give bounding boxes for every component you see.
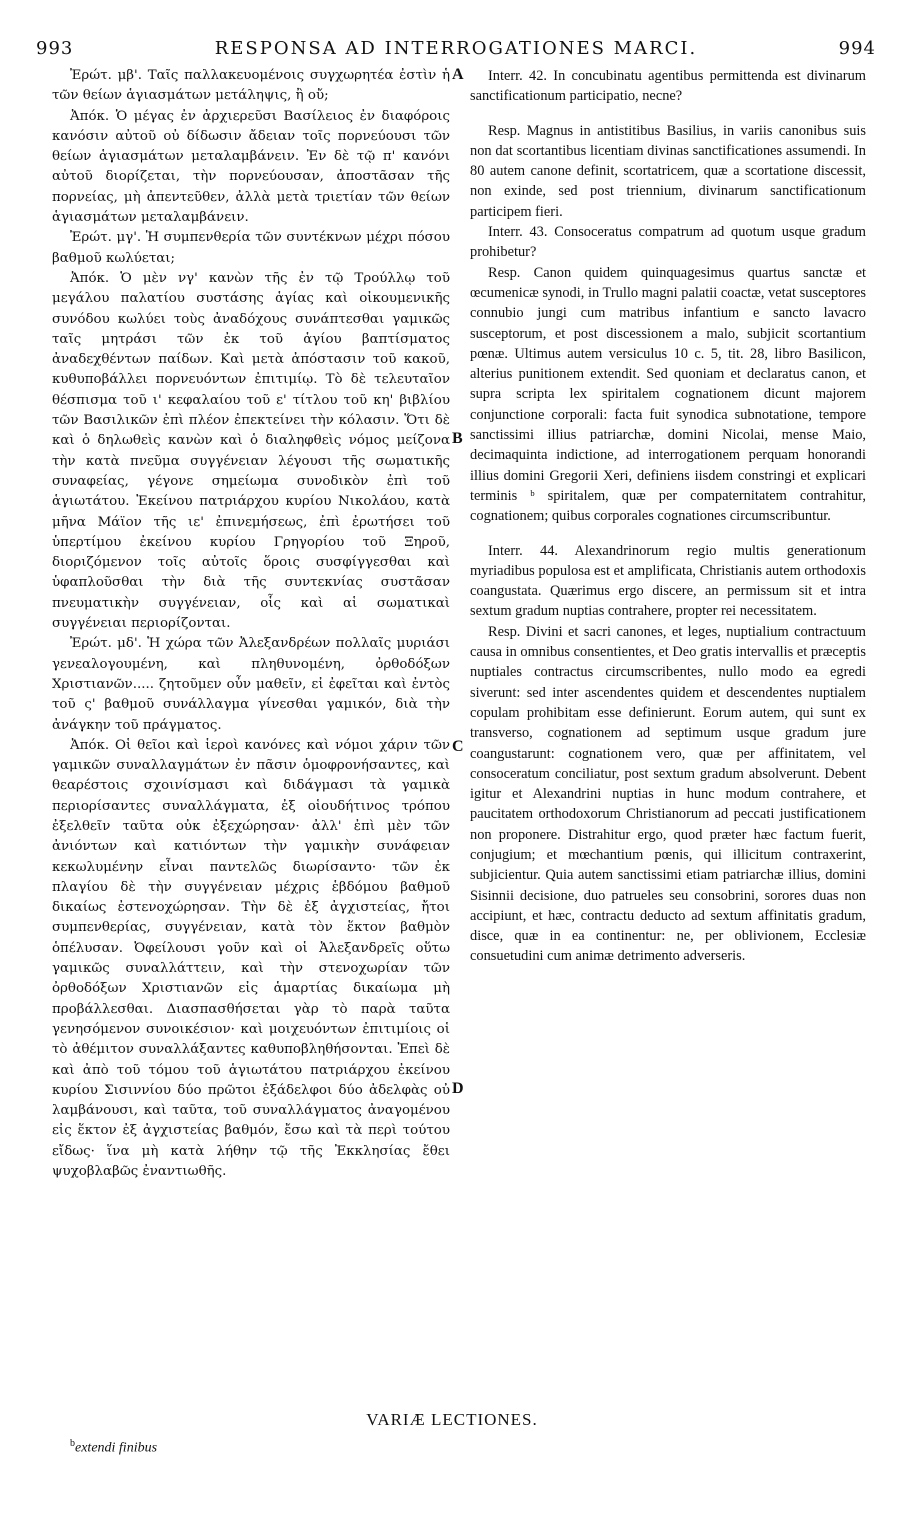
spacer [470,527,866,541]
margin-marker-c: C [452,738,464,755]
margin-marker-b: B [452,430,463,447]
greek-answer-42: Ἀπόκ. Ὁ μέγας ἐν ἀρχιερεῦσι Βασίλειος ἐν διαφόροις κανόσιν αὐτοῦ οὐ δίδωσιν ἄδειαν τοῖς πορνεύουσι τῶν θείων ἁγιασμάτων μεταλαμβάνειν. Ἐν δὲ τῷ π' κανόνι αὐτοῦ διορίζεται, τὴν πορνεύουσαν, ἀποστᾶσαν τῆς πορνείας, μὴ ἀπεντεῦθεν, ἀλλὰ μετὰ τριετίαν τῶν θείων ἁγιασμάτων μεταλαμβάνειν. [52,108,450,226]
greek-column [52,66,450,1182]
latin-answer-42: Resp. Magnus in antistitibus Basilius, in variis canonibus suis non dat scortantibus licentiam divinas sanctificationes assumendi. In 80 autem canone definit, scortatricem, quæ a scortatione discessit, non exinde, sed post triennium, divinarum sanctificationum participem fieri. [470,122,866,220]
greek-question-44: Ἐρώτ. μδ'. Ἡ χώρα τῶν Ἀλεξανδρέων πολλαῖς μυριάσι γενεαλογουμένη, καὶ πληθυνομένη, ὀρθοδόξων Χριστιανῶν..... ζητοῦμεν οὖν μαθεῖν, εἰ ἐφεῖται καὶ ἐντὸς τοῦ ς' βαθμοῦ συνάλλαγμα γίνεσθαι γαμικόν, διὰ τὴν ἀνάγκην τοῦ πράγματος. [52,636,450,733]
margin-marker-d: D [452,1080,464,1097]
footnote-marker: b [70,1438,75,1449]
page-number-right: 994 [838,38,876,59]
greek-question-42: Ἐρώτ. μβ'. Ταῖς παλλακευομένοις συγχωρητέα ἐστὶν ἡ τῶν θείων ἁγιασμάτων μετάληψις, ἢ οὔ; [52,68,450,104]
latin-question-42: Interr. 42. In concubinatu agentibus permittenda est divinarum sanctificationum participatio, necne? [470,68,866,105]
latin-answer-43: Resp. Canon quidem quinquagesimus quartus sanctæ et œcumenicæ synodi, in Trullo magni palatii coactæ, vetat susceptores connubio jungi cum matribus infantium e sancto lavacro susceptorum, et post discessionem a malo, subjicit scortantium pœnæ. Ultimus autem versiculus 10 c. 5, tit. 28, libro Basilicon, alterius punitionem extendit. Sed quoniam et declaratus canon, et supra scripta lex spiritalem cognationem dicunt majorem conjunctione corporali: facta fuit synodica subnotatione, tempore sanctissimi illius patriarchæ, domini Nicolai, mense Maio, decimaquinta indictione, ad interrogationem perquam honorandi illius domini Gregorii Xeri, definiens iisdem constringi et explicari terminis ᵇ spiritalem, quæ per compaternitatem contrahitur, cognationem; quibus corporales cognationes circumscribuntur. [470,264,866,525]
greek-answer-44: Ἀπόκ. Οἱ θεῖοι καὶ ἱεροὶ κανόνες καὶ νόμοι χάριν τῶν γαμικῶν συναλλαγμάτων ἐν πᾶσιν ὁμοφρονήσαντες, καὶ θεαρέστοις σχοινίσμασι καὶ διδάγμασι τὰ γαμικὰ περιορίσαντες συναλλάγματα, ἐξ οἱουδήτινος τρόπου ἐξελθεῖν ταῦτα οὐκ ἐξεχώρησαν· ἀλλ' ἐπὶ μὲν τῶν ἀνιόντων καὶ κατιόντων τὴν γαμικὴν συνάφειαν κεκωλυμένην εἶναι παντελῶς διωρίσαντο· τῶν ἐκ πλαγίου δὲ τὴν συγγένειαν μέχρις ἑβδόμου βαθμοῦ δικαίως ἐστενοχώρησαν. Τὴν δὲ ἐξ ἀγχιστείας, ἤτοι συμπενθερίας, συγγένειαν, κατὰ τὸν ἕκτον βαθμὸν ὁπέλυσαν. Ὀφείλουσι γοῦν καὶ οἱ Ἀλεξανδρεῖς οὕτω γαμικῶς συναλλάττειν, καὶ τὴν στενοχωρίαν τῶν ὀρθοδόξων Χριστιανῶν εἰς ἁμαρτίας δικαίωμα μὴ προβάλλεσθαι. Διασπασθήσεται γὰρ τὸ παρὰ ταῦτα γενησόμενον συνοικέσιον· καὶ μοιχευόντων ἐπιτιμίοις οἱ τὸ ἀθέμιτον συναλλάξαντες καθυποβληθήσονται. Ἐπεὶ δὲ καὶ ἀπὸ τοῦ τόμου τοῦ ἁγιωτάτου πατριάρχου ἐκείνου κυρίου Σισιννίου δύο πρῶτοι ἐξάδελφοι δύο ἀδελφὰς οὐ λαμβάνουσι, καὶ ταῦτα, τοῦ συναλλάγματος ἀναγομένου εἰς ἕκτον ἐξ ἀγχιστείας βαθμόν, ἔσω καὶ τὰ περὶ τούτου εἴδως· ἵνα μὴ κατὰ λήθην τῷ τῆς Ἐκκλησίας ἔθει ψυχοβλαβῶς ἐναντιωθῆς. [52,737,450,1180]
variae-lectiones-title: VARIÆ LECTIONES. [366,1410,538,1429]
margin-marker-a: A [452,66,464,83]
greek-answer-43: Ἀπόκ. Ὁ μὲν νγ' κανὼν τῆς ἐν τῷ Τρούλλῳ τοῦ μεγάλου παλατίου συστάσης ἁγίας καὶ οἰκουμενικῆς συνόδου κωλύει τοὺς ἀναδόχους συνάπτεσθαι γαμικῶς ταῖς μητράσι τῶν ἐκ τοῦ ἁγίου βαπτίσματος ἀναδεχθέντων παίδων. Καὶ μετὰ ἀπόστασιν τοῦ κακοῦ, κυθυποβάλλει πορνευόντων ἐπιτιμίῳ. Τὸ δὲ τελευταῖον θέσπισμα τοῦ ι' κεφαλαίου τοῦ ε' τίτλου τοῦ κη' βιβλίου τῶν Βασιλικῶν ἐπὶ πλέον ἐπεκτείνει τὴν κόλασιν. Ὅτι δὲ καὶ ὁ δηλωθεὶς κανὼν καὶ ὁ διαληφθεὶς νόμος μείζονα τὴν κατὰ πνεῦμα συγγένειαν λέγουσι τῆς σωματικῆς συναφείας, γέγονε σημείωμα συνοδικὸν ἐπὶ τοῦ ἁγιωτάτου. Ἐκείνου πατριάρχου κυρίου Νικολάου, κατὰ μῆνα Μάϊον τῆς ιε' ἐπινεμήσεως, ἐπὶ ἐρωτήσει τοῦ ὑπερτίμου ἐκείνου κυρίου Γρηγορίου τοῦ Ξηροῦ, διοριζόμενον τοῖς αὐτοῖς ὅροις συσφίγγεσθαι καὶ ὑφαπλοῦσθαι τὴν διὰ τῆς συντεκνίας συστᾶσαν πνευματικὴν συγγένειαν, οἷς καὶ αἱ σωματικαὶ συγγένειαι περιορίζονται. [52,270,450,632]
running-title: RESPONSA AD INTERROGATIONES MARCI. [214,38,698,59]
latin-question-44: Interr. 44. Alexandrinorum regio multis generationum myriadibus populosa est et amplificata, Christianis autem orthodoxis coangustata. Quærimus ergo discere, an permissum sit et intra sextum gradum nuptias contrahere, propter rei necessitatem. [470,542,866,620]
latin-question-43: Interr. 43. Consoceratus compatrum ad quotum usque gradum prohibetur? [470,224,866,261]
latin-answer-44: Resp. Divini et sacri canones, et leges, nuptialium contractuum causa in omnibus consentientes, et Deo gratis intervallis et præceptis nuptiales contractus circumscribentes, nullo modo ea egredi siverunt: sed inter ascendentes quidem et descendentes nuptialem copulam prohibitam esse definierunt. Eorum autem, qui sunt ex transverso, cognationem ad septimum usque gradum jure coangustarunt: cognationem vero, quæ per affinitatem, vel consoceratum conciliatur, post sextum gradum absolverunt. Debent igitur et Alexandrini nuptias in hunc modum contrahere, et paucitatem orthodoxorum Christianorum ad peccati justificationem non proponere. Distrahitur ergo, quod præter hæc factum fuerit, conjugium; et mœchantium pœnis, qui illicitum contraxerint, subjicientur. Quia autem sanctissimi etiam patriarchæ illius, domini Sisinnii decisione, duo patrueles seu consobrini, sorores duas non accipiunt, et hæc, contractu deducto ad sextum affinitatis gradum, disce, quæ in ea continentur: ne, per oblivionem, Ecclesiæ consuetudini cum animæ detrimento adverseris. [470,623,866,965]
greek-question-43: Ἐρώτ. μγ'. Ἡ συμπενθερία τῶν συντέκνων μέχρι πόσου βαθμοῦ κωλύεται; [52,230,450,266]
footnote-text: extendi finibus [75,1440,158,1456]
footnote [70,1438,157,1457]
running-header [36,38,876,62]
spacer [470,107,866,121]
page-number-left: 993 [36,38,74,59]
latin-column [470,66,866,967]
